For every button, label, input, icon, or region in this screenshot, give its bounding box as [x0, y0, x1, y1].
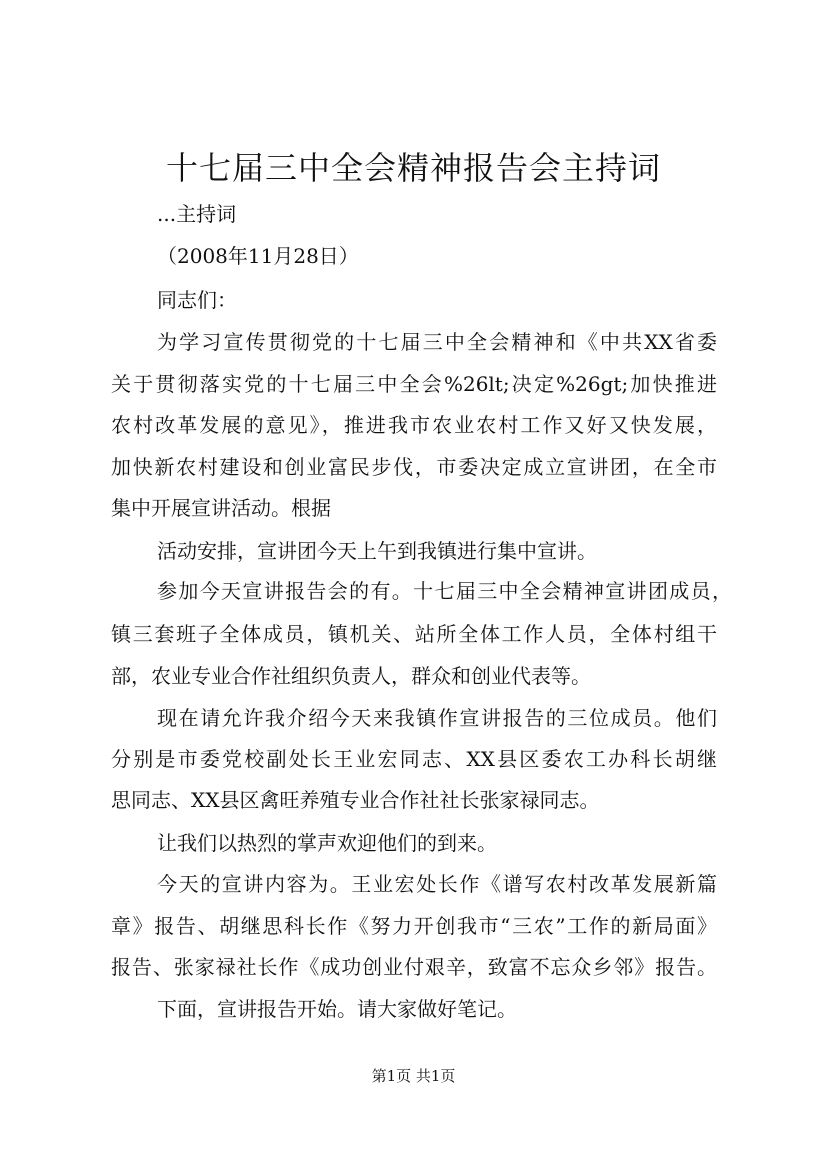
- paragraph-3-line-2: 镇三套班子全体成员，镇机关、站所全体工作人员，全体村组干: [111, 622, 717, 646]
- paragraph-3-line-1: 参加今天宣讲报告会的有。十七届三中全会精神宣讲团成员，: [157, 579, 732, 603]
- document-title: 十七届三中全会精神报告会主持词: [165, 149, 661, 187]
- paragraph-1-line-5: 集中开展宣讲活动。根据: [111, 496, 331, 520]
- paragraph-7-line-1: 下面，宣讲报告开始。请大家做好笔记。: [157, 997, 517, 1021]
- paragraph-1-line-3: 农村改革发展的意见》，推进我市农业农村工作又好又快发展，: [111, 413, 717, 437]
- subtitle-line: ...主持词: [157, 202, 237, 226]
- paragraph-6-line-2: 章》报告、胡继思科长作《努力开创我市“三农”工作的新局面》: [111, 914, 717, 938]
- date-line: （2008年11月28日）: [157, 244, 359, 268]
- paragraph-1-line-4: 加快新农村建设和创业富民步伐，市委决定成立宣讲团，在全市: [111, 455, 717, 479]
- paragraph-6-line-1: 今天的宣讲内容为。王业宏处长作《谱写农村改革发展新篇: [157, 872, 717, 896]
- page-footer: 第1页 共1页: [371, 1067, 456, 1085]
- salutation-line: 同志们：: [157, 288, 237, 312]
- paragraph-3-line-3: 部，农业专业合作社组织负责人，群众和创业代表等。: [111, 664, 591, 688]
- paragraph-5-line-1: 让我们以热烈的掌声欢迎他们的到来。: [157, 831, 497, 855]
- paragraph-6-line-3: 报告、张家禄社长作《成功创业付艰辛，致富不忘众乡邻》报告。: [111, 955, 717, 979]
- paragraph-4-line-3: 思同志、XX县区禽旺养殖专业合作社社长张家禄同志。: [111, 788, 600, 812]
- paragraph-1-line-2: 关于贯彻落实党的十七届三中全会%26lt;决定%26gt;加快推进: [111, 372, 717, 396]
- paragraph-4-line-2: 分别是市委党校副处长王业宏同志、XX县区委农工办科长胡继: [111, 747, 717, 771]
- paragraph-2-line-1: 活动安排，宣讲团今天上午到我镇进行集中宣讲。: [157, 539, 597, 563]
- paragraph-1-line-1: 为学习宣传贯彻党的十七届三中全会精神和《中共XX省委: [157, 330, 717, 354]
- paragraph-4-line-1: 现在请允许我介绍今天来我镇作宣讲报告的三位成员。他们: [157, 706, 717, 730]
